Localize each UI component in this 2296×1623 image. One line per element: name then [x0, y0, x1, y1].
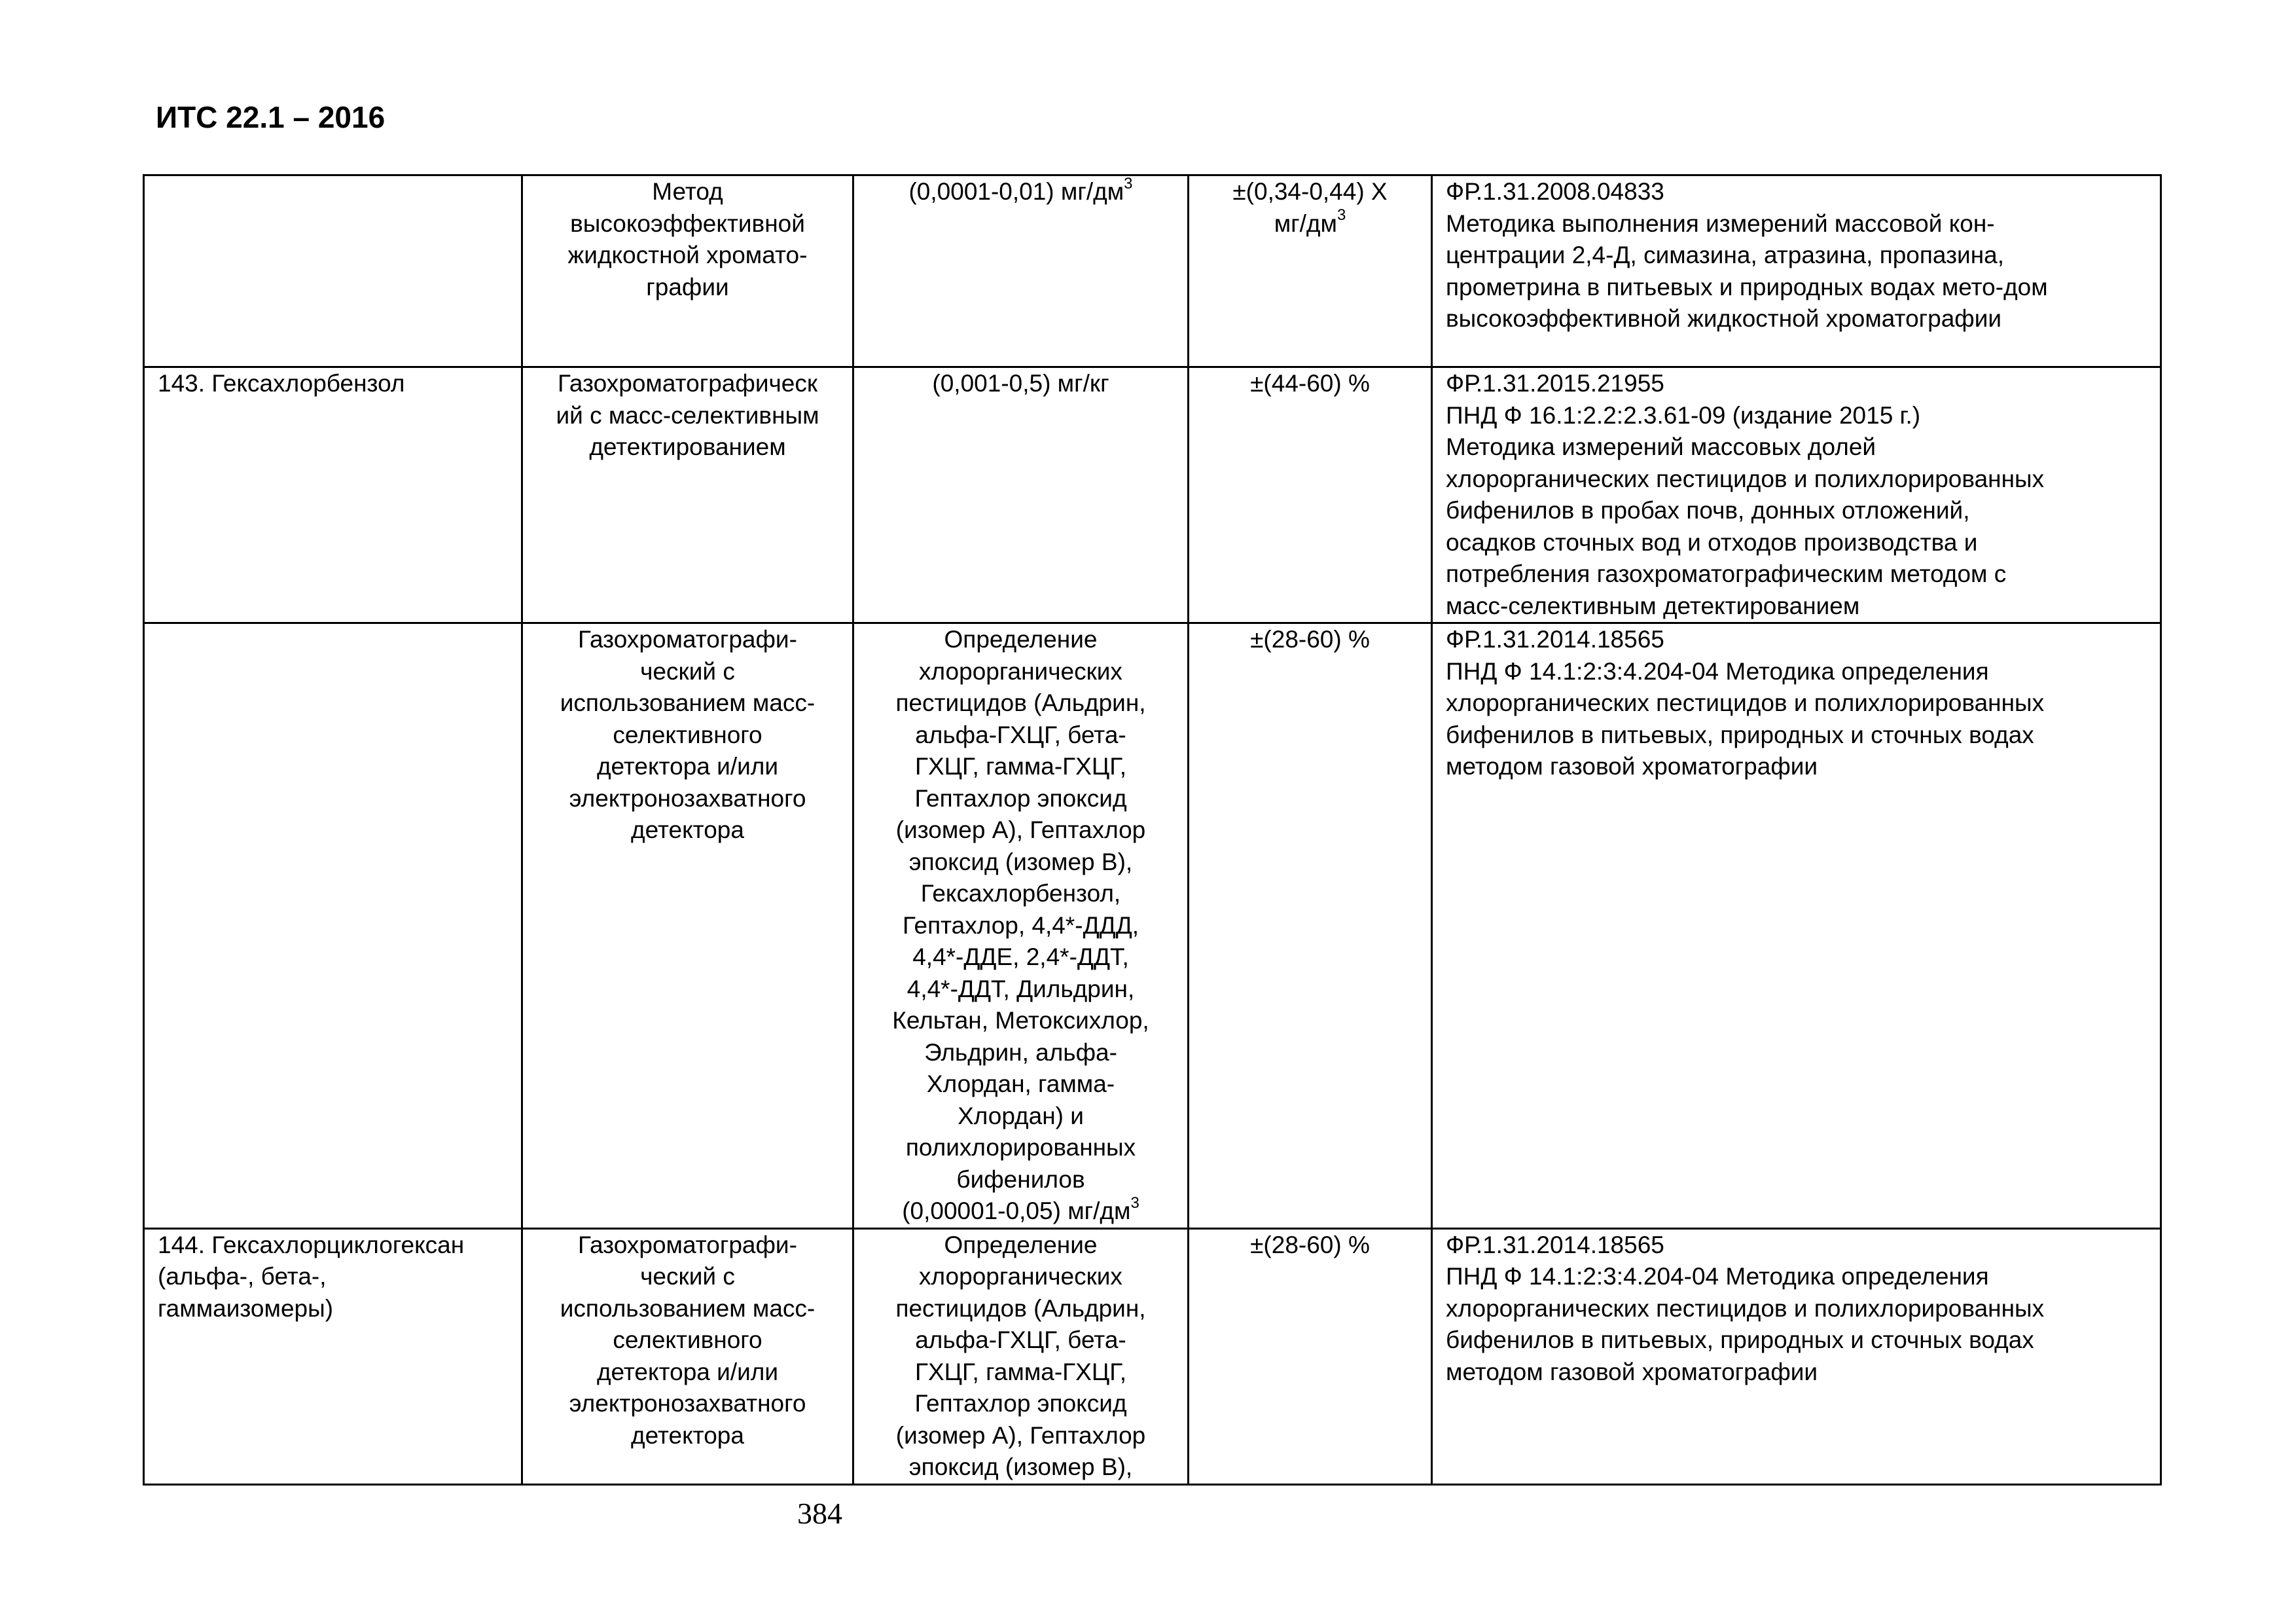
methods-table	[143, 174, 2162, 1486]
substance-cell	[144, 175, 522, 367]
error-text: ±(28-60) %	[1250, 626, 1370, 653]
page-number: 384	[797, 1497, 842, 1530]
table-row	[144, 175, 2161, 367]
error-text: ±(28-60) %	[1250, 1231, 1370, 1258]
error-cell	[1189, 1228, 1432, 1484]
method-cell: Газохроматографическ ий с масс-селективным детектированием	[522, 367, 853, 623]
error-cell	[1189, 367, 1432, 623]
method-cell: Газохроматографи- ческий с использованием масс- селективного детектора и/или электронозахватного детектора	[522, 1228, 853, 1484]
table-row	[144, 1228, 2161, 1484]
error-text: ±(44-60) %	[1250, 370, 1370, 397]
method-cell: Метод высокоэффективной жидкостной хромато- графии	[522, 175, 853, 367]
normative-document-cell: ФР.1.31.2008.04833 Методика выполнения измерений массовой кон- центрации 2,4-Д, симазина, атразина, пропазина, прометрина в питьевых и природных водах мето-дом высокоэффективной жидкостной хроматографии	[1432, 175, 2161, 367]
substance-cell: 143. Гексахлорбензол	[144, 367, 522, 623]
normative-document-cell: ФР.1.31.2014.18565 ПНД Ф 14.1:2:3:4.204-04 Методика определения хлорорганических пестицидов и полихлорированных бифенилов в питьевых, природных и сточных водах методом газовой хроматографии	[1432, 623, 2161, 1229]
range-superscript: 3	[1130, 1194, 1139, 1212]
range-cell	[853, 1228, 1189, 1484]
range-cell	[853, 623, 1189, 1229]
range-text: Определение хлорорганических пестицидов (Альдрин, альфа-ГХЦГ, бета- ГХЦГ, гамма-ГХЦГ, Гептахлор эпоксид (изомер А), Гептахлор эпоксид (изомер В), Гексахлорбензол, Гептахлор, 4,4*-ДДД, 4,4*-ДДЕ, 2,4*-ДДТ, 4,4*-ДДТ, Дильдрин, Кельтан, Метоксихлор, Эльдрин, альфа- Хлордан, гамма- Хлордан) и полихлорированных бифенилов (0,00001-0,05) мг/дм	[892, 626, 1149, 1224]
method-cell: Газохроматографи- ческий с использованием масс- селективного детектора и/или электронозахватного детектора	[522, 623, 853, 1229]
normative-document-cell: ФР.1.31.2015.21955 ПНД Ф 16.1:2.2:2.3.61-09 (издание 2015 г.) Методика измерений массовых долей хлорорганических пестицидов и полихлорированных бифенилов в пробах почв, донных отложений, осадков сточных вод и отходов производства и потребления газохроматографическим методом с масс-селективным детектированием	[1432, 367, 2161, 623]
error-superscript: 3	[1336, 206, 1346, 225]
normative-document-cell: ФР.1.31.2014.18565 ПНД Ф 14.1:2:3:4.204-04 Методика определения хлорорганических пестицидов и полихлорированных бифенилов в питьевых, природных и сточных водах методом газовой хроматографии	[1432, 1228, 2161, 1484]
error-text: ±(0,34-0,44) Х мг/дм	[1232, 178, 1388, 237]
range-cell	[853, 367, 1189, 623]
range-cell	[853, 175, 1189, 367]
range-text: (0,0001-0,01) мг/дм	[908, 178, 1124, 205]
substance-cell: 144. Гексахлорциклогексан (альфа-, бета-, гаммаизомеры)	[144, 1228, 522, 1484]
error-cell	[1189, 623, 1432, 1229]
table-row	[144, 623, 2161, 1229]
table-row	[144, 367, 2161, 623]
range-text: Определение хлорорганических пестицидов (Альдрин, альфа-ГХЦГ, бета- ГХЦГ, гамма-ГХЦГ, Гептахлор эпоксид (изомер А), Гептахлор эпоксид (изомер В),	[895, 1231, 1146, 1480]
substance-cell	[144, 623, 522, 1229]
document-header-title: ИТС 22.1 – 2016	[156, 100, 386, 134]
error-cell	[1189, 175, 1432, 367]
range-superscript: 3	[1124, 175, 1133, 192]
range-text: (0,001-0,5) мг/кг	[932, 370, 1109, 397]
